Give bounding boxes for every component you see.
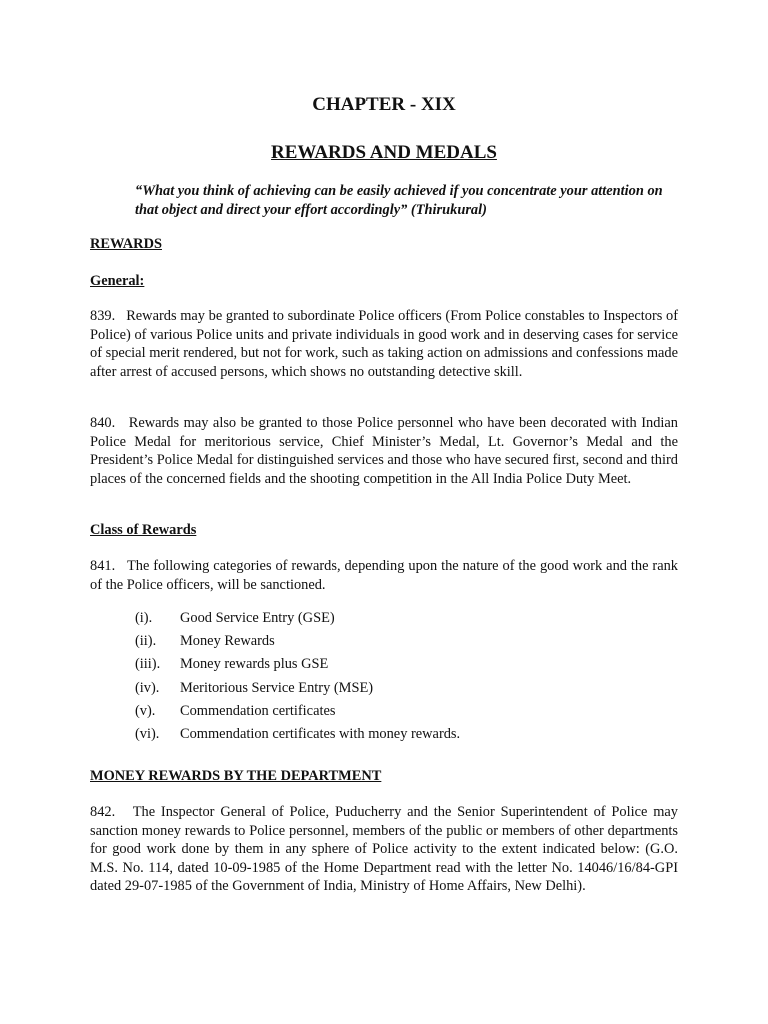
section-heading-class-of-rewards: Class of Rewards xyxy=(90,522,197,538)
list-item-text: Good Service Entry (GSE) xyxy=(180,610,335,626)
list-item-number: (ii). xyxy=(135,633,157,650)
list-item xyxy=(135,632,460,655)
list-item xyxy=(135,702,460,725)
list-item-text: Commendation certificates xyxy=(180,702,336,719)
list-item xyxy=(135,725,460,748)
section-heading-general: General: xyxy=(90,273,145,289)
list-item-number: (vi). xyxy=(135,725,160,742)
list-item-number: (v). xyxy=(135,702,156,719)
list-item xyxy=(135,609,460,632)
list-item-text: Meritorious Service Entry (MSE) xyxy=(180,679,374,696)
list-item-text: Money rewards plus GSE xyxy=(180,656,329,673)
list-item-text: Commendation certificates with money rewards. xyxy=(180,725,461,742)
list-item-number: (iv). xyxy=(135,679,160,696)
paragraph-842: 842. The Inspector General of Police, Puducherry and the Senior Superintendent of Police may sanction money rewards to Police personnel, members of the public or members of other departments for good work done by them in any sphere of Police activity to the extent indicated below: (G.O. M.S. No. 114, dated 10-09-1985 of the Home Department read with the letter No. 14046/16/84-GPI dated 29-07-1985 of the Government of India, Ministry of Home Affairs, New Delhi). xyxy=(90,804,678,895)
list-item xyxy=(135,655,460,678)
list-item-number: (iii). xyxy=(135,656,161,673)
section-heading-rewards: REWARDS xyxy=(90,236,162,252)
epigraph-quote: “What you think of achieving can be easily achieved if you concentrate your attention on that object and direct your effort accordingly” (Thirukural) xyxy=(135,183,663,218)
chapter-heading: CHAPTER - XIX xyxy=(312,94,456,115)
page-title: REWARDS AND MEDALS xyxy=(271,142,497,163)
paragraph-840: 840. Rewards may also be granted to those Police personnel who have been decorated with Indian Police Medal for meritorious service, Chief Minister’s Medal, Lt. Governor’s Medal and the President’s Police Medal for distinguished services and those who have secured first, second and third places of the concerned fields and the shooting competition in the All India Police Duty Meet. xyxy=(90,415,678,487)
paragraph-841: 841. The following categories of rewards, depending upon the nature of the good work and the rank of the Police officers, will be sanctioned. xyxy=(90,558,678,593)
list-item-text: Money Rewards xyxy=(180,633,275,650)
list-item-number: (i). xyxy=(135,610,153,626)
paragraph-839: 839. Rewards may be granted to subordinate Police officers (From Police constables to Inspectors of Police) of various Police units and private individuals in good work and in deserving cases for service of special merit rendered, but not for work, such as taking action on admissions and confessions made after arrest of accused persons, which shows no outstanding detective skill. xyxy=(90,308,678,380)
reward-class-list xyxy=(135,609,460,748)
list-item xyxy=(135,679,460,702)
section-heading-money-rewards: MONEY REWARDS BY THE DEPARTMENT xyxy=(90,768,382,784)
